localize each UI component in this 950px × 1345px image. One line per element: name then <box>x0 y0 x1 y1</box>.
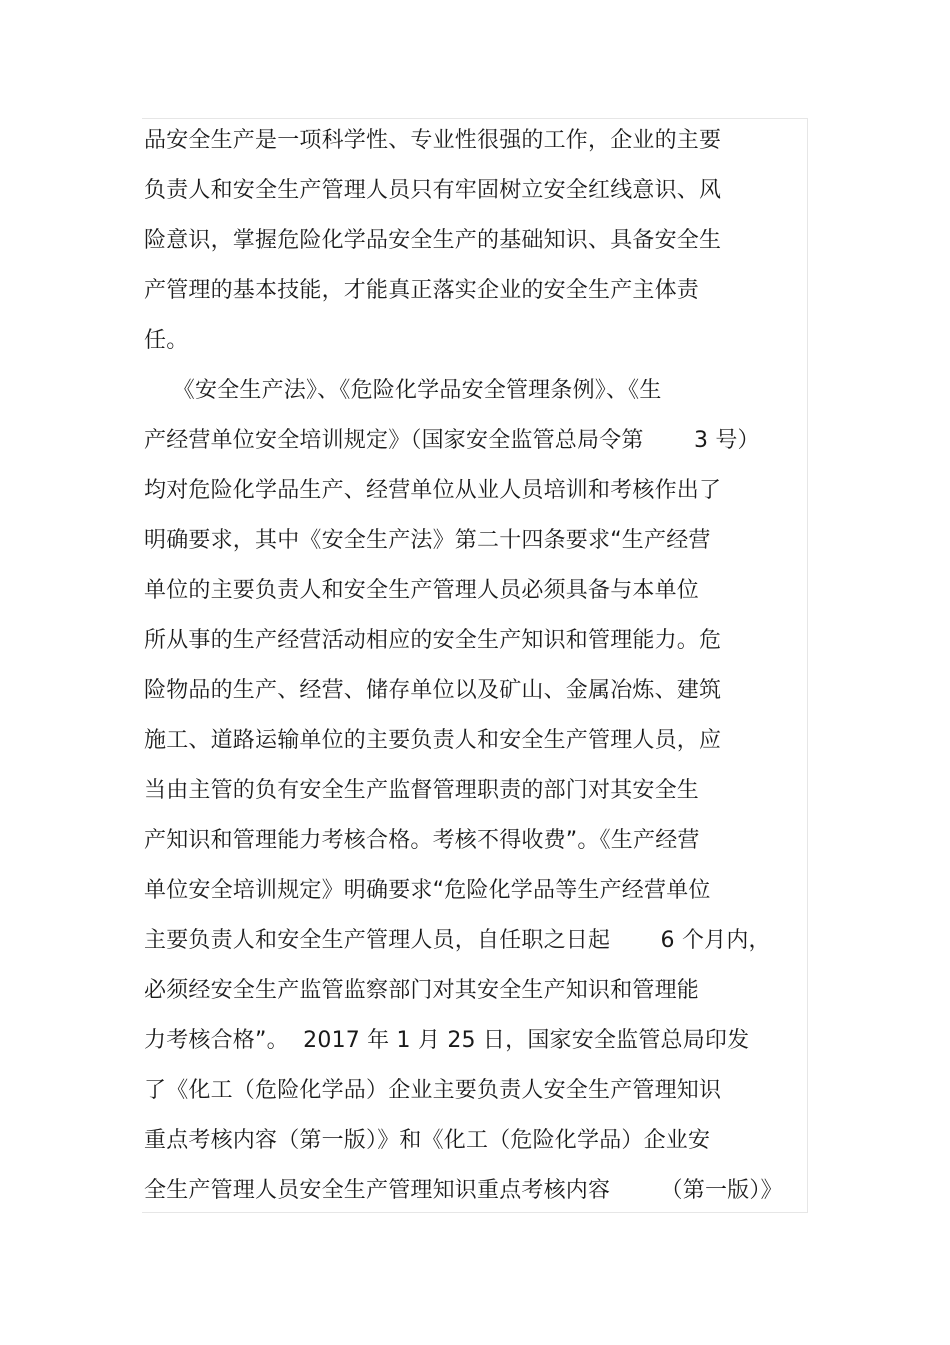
text-line: 单位的主要负责人和安全生产管理人员必须具备与本单位 <box>144 578 700 603</box>
text-line: 必须经安全生产监管监察部门对其安全生产知识和管理能 <box>144 978 700 1003</box>
text-line: 所从事的生产经营活动相应的安全生产知识和管理能力。危 <box>144 628 722 653</box>
text-line: 产经营单位安全培训规定》（国家安全监管总局令第 3 号） <box>144 428 760 453</box>
text-line: 均对危险化学品生产、经营单位从业人员培训和考核作出了 <box>144 478 722 503</box>
text-line: 产管理的基本技能，才能真正落实企业的安全生产主体责 <box>144 278 700 303</box>
text-line: 当由主管的负有安全生产监督管理职责的部门对其安全生 <box>144 778 700 803</box>
text-line: 任。 <box>144 328 189 353</box>
text-line: 重点考核内容（第一版）》和《化工（危险化学品）企业安 <box>144 1128 711 1153</box>
text-line: 主要负责人和安全生产管理人员，自任职之日起 6 个月内， <box>144 928 771 953</box>
text-line: 施工、道路运输单位的主要负责人和安全生产管理人员，应 <box>144 728 722 753</box>
text-line: 全生产管理人员安全生产管理知识重点考核内容 （第一版）》 <box>144 1178 783 1203</box>
text-line: 品安全生产是一项科学性、专业性很强的工作，企业的主要 <box>144 128 722 153</box>
text-line: 力考核合格”。 2017 年 1 月 25 日，国家安全监管总局印发 <box>144 1028 750 1053</box>
text-line: 《安全生产法》、《危险化学品安全管理条例》、《生 <box>144 378 662 403</box>
text-line: 负责人和安全生产管理人员只有牢固树立安全红线意识、风 <box>144 178 722 203</box>
text-line: 险意识，掌握危险化学品安全生产的基础知识、具备安全生 <box>144 228 722 253</box>
text-line: 单位安全培训规定》明确要求“危险化学品等生产经营单位 <box>144 878 711 903</box>
text-line: 险物品的生产、经营、储存单位以及矿山、金属冶炼、建筑 <box>144 678 722 703</box>
text-line: 产知识和管理能力考核合格。考核不得收费”。《生产经营 <box>144 828 700 853</box>
text-line: 了《化工（危险化学品）企业主要负责人安全生产管理知识 <box>144 1078 722 1103</box>
text-line: 明确要求，其中《安全生产法》第二十四条要求“生产经营 <box>144 528 711 553</box>
